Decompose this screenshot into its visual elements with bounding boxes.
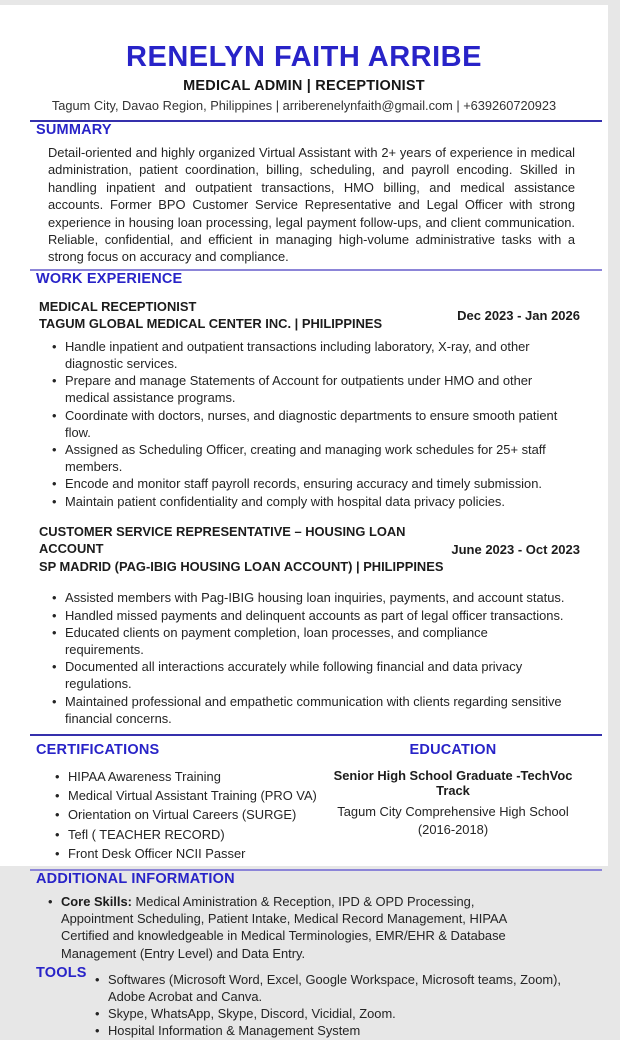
work-experience-heading: WORK EXPERIENCE [36, 270, 183, 287]
education-degree: Senior High School Graduate -TechVoc Track [333, 768, 573, 798]
work-experience-divider [30, 734, 602, 736]
education-column [330, 742, 576, 863]
job-bullet: • Educated clients on payment completion, loan processes, and compliance requirements. [65, 624, 568, 658]
certifications-list [68, 767, 330, 863]
job-company: TAGUM GLOBAL MEDICAL CENTER INC. | PHILIPPINES [39, 316, 383, 332]
job-bullet: • Documented all interactions accurately while following financial and data privacy regulations. [65, 658, 568, 692]
certifications-heading: CERTIFICATIONS [36, 742, 160, 758]
job-bullet: • Prepare and manage Statements of Account for outpatients under HMO and other medical assistance programs. [65, 372, 568, 406]
job-title-block [39, 523, 451, 576]
job-header [39, 298, 580, 333]
core-skills-label: Core Skills: [61, 894, 132, 910]
additional-information-list [61, 893, 546, 962]
job-bullet-list [65, 589, 568, 727]
education-years: (2016-2018) [417, 822, 489, 837]
summary-text: Detail-oriented and highly organized Virtual Assistant with 2+ years of experience in medical administration, patient coordination, billing, scheduling, and payroll encoding. Skilled in handling inpatient and outpatient transactions, HMO billing, and medical assistance accounts. Former BPO Customer Service Representative and Legal Officer with strong experience in housing loan processing, legal payment follow-ups, and client communication. Reliable, confidential, and efficient in managing high-volume administrative tasks with a strong focus on accuracy and compliance. [48, 145, 575, 265]
certification-item: • Orientation on Virtual Careers (SURGE) [68, 805, 330, 824]
tool-item: • Softwares (Microsoft Word, Excel, Google Workspace, Microsoft teams, Zoom), Adobe Acrobat and Canva. [108, 971, 568, 1005]
job-bullet: • Handled missed payments and delinquent accounts as part of legal officer transactions. [65, 607, 568, 624]
certifications-education-section [0, 742, 576, 863]
job-header [39, 523, 580, 576]
tools-list [108, 964, 568, 1040]
contact-line: Tagum City, Davao Region, Philippines | arriberenelynfaith@gmail.com | +639260720923 [51, 98, 557, 113]
core-skills-item [61, 893, 546, 962]
job-title: CUSTOMER SERVICE REPRESENTATIVE – HOUSING LOAN ACCOUNT [39, 523, 406, 557]
job-bullet: • Encode and monitor staff payroll records, ensuring accuracy and timely submission. [65, 475, 568, 492]
additional-information-heading: ADDITIONAL INFORMATION [36, 871, 235, 888]
job-dates: June 2023 - Oct 2023 [451, 541, 580, 557]
tool-item: • Hospital Information & Management System [108, 1022, 568, 1039]
tool-item: • Skype, WhatsApp, Skype, Discord, Vicidial, Zoom. [108, 1005, 568, 1022]
resume-header [0, 41, 608, 122]
tools-section [0, 964, 608, 1040]
job-bullet: • Handle inpatient and outpatient transactions including laboratory, X-ray, and other diagnostic services. [65, 338, 568, 372]
education-heading: EDUCATION [409, 742, 497, 758]
tools-heading: TOOLS [36, 964, 87, 981]
certification-item: • Medical Virtual Assistant Training (PRO VA) [68, 786, 330, 805]
certifications-column [0, 742, 330, 863]
resume-page [0, 5, 608, 1039]
job-bullet: • Coordinate with doctors, nurses, and diagnostic departments to ensure smooth patient flow. [65, 407, 568, 441]
job-bullet: • Maintain patient confidentiality and comply with hospital data privacy policies. [65, 493, 568, 510]
job-entry [0, 298, 608, 510]
job-bullet-list [65, 338, 568, 510]
job-entry [0, 523, 608, 727]
job-bullet: • Maintained professional and empathetic communication with clients regarding sensitive financial concerns. [65, 693, 568, 727]
job-company: SP MADRID (PAG-IBIG HOUSING LOAN ACCOUNT) | PHILIPPINES [39, 558, 444, 574]
job-bullet: • Assisted members with Pag-IBIG housing loan inquiries, payments, and account status. [65, 589, 568, 606]
core-skills-text: Medical Aministration & Reception, IPD & OPD Processing, Appointment Scheduling, Patient Intake, Medical Record Management, HIPAA Certified and knowledgeable in Medical Terminologies, EMR/EHR & Database Management (Entry Level) and Data Entry. [61, 894, 507, 961]
certification-item: • Tefl ( TEACHER RECORD) [68, 825, 330, 844]
additional-information-section [0, 871, 608, 962]
candidate-role: MEDICAL ADMIN | RECEPTIONIST [183, 78, 425, 94]
job-title-block [39, 298, 382, 333]
job-title: MEDICAL RECEPTIONIST [39, 298, 197, 314]
job-dates: Dec 2023 - Jan 2026 [457, 307, 580, 323]
summary-section [0, 122, 608, 271]
job-bullet: • Assigned as Scheduling Officer, creating and managing work schedules for 25+ staff members. [65, 441, 568, 475]
certification-item: • HIPAA Awareness Training [68, 767, 330, 786]
education-school: Tagum City Comprehensive High School [337, 804, 569, 819]
certification-item: • Front Desk Officer NCII Passer [68, 844, 330, 863]
work-experience-section [0, 271, 608, 736]
summary-heading: SUMMARY [36, 122, 112, 138]
candidate-name: RENELYN FAITH ARRIBE [126, 41, 482, 73]
